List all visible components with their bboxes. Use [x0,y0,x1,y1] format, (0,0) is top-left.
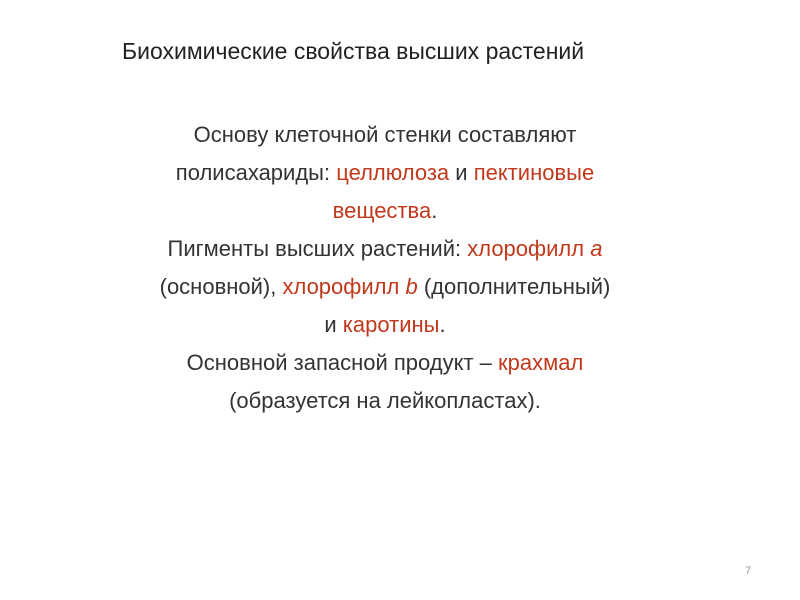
slide-title: Биохимические свойства высших растений [122,38,585,64]
text-additional: (дополнительный) [417,274,611,299]
text-period: . [431,198,438,223]
term-chlorophyll-b-letter: b [405,274,418,299]
term-substances: вещества [332,198,432,223]
term-pectin: пектиновые [473,160,595,185]
text-period-2: . [439,312,446,337]
term-chlorophyll-b: хлорофилл [282,274,406,299]
term-starch: крахмал [498,350,584,375]
term-cellulose: целлюлоза [336,160,450,185]
term-chlorophyll-a-letter: a [590,236,603,261]
page-number: 7 [745,565,752,577]
text-and: и [449,160,474,185]
body-line-8 [80,382,690,420]
body-line-7 [80,344,690,382]
body-line-4 [80,230,690,268]
slide-body [80,116,690,420]
body-line-1 [80,116,690,154]
text-polysaccharides: полисахариды: [175,160,337,185]
term-chlorophyll-a: хлорофилл [467,236,591,261]
text-main: (основной), [159,274,283,299]
text-pigments: Пигменты высших растений: [167,236,468,261]
body-line-5 [80,268,690,306]
body-line-6 [80,306,690,344]
term-carotenes: каротины [342,312,440,337]
text-cell-wall: Основу клеточной стенки составляют [193,122,577,147]
body-line-3 [80,192,690,230]
text-storage-product: Основной запасной продукт – [186,350,499,375]
text-and-2: и [324,312,343,337]
text-leucoplasts: (образуется на лейкопластах). [229,388,541,413]
body-line-2 [80,154,690,192]
